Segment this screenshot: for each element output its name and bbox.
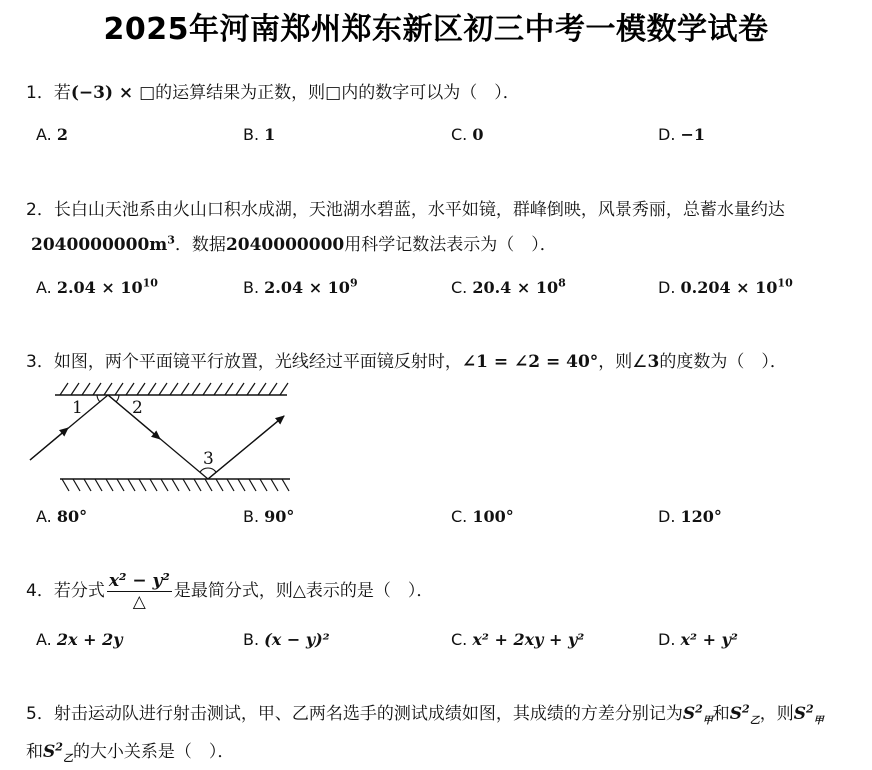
mirror-figure bbox=[22, 378, 297, 498]
option-c[interactable]: C. x² + 2xy + y² bbox=[451, 630, 585, 649]
hatch-mark bbox=[205, 479, 212, 491]
angle-2-arc bbox=[116, 395, 119, 402]
hatch-mark bbox=[172, 479, 179, 491]
hatch-mark bbox=[260, 479, 267, 491]
question-text: 的度数为（ ）． bbox=[659, 352, 787, 372]
hatch-mark bbox=[227, 479, 234, 491]
question-text: 用科学记数法表示为（ ）． bbox=[344, 235, 557, 255]
angle-label-3: 3 bbox=[203, 449, 214, 469]
angle-label-1: 1 bbox=[72, 398, 83, 418]
hatch-mark bbox=[258, 383, 266, 395]
hatch-mark bbox=[161, 479, 168, 491]
top-mirror-hatching bbox=[60, 383, 288, 395]
math-expression: $2040000000m^3$ bbox=[31, 233, 175, 255]
hatch-mark bbox=[238, 479, 245, 491]
hatch-mark bbox=[216, 479, 223, 491]
question-5-line-2: 和$S^2_乙$的大小关系是（ ）． bbox=[26, 740, 235, 765]
hatch-mark bbox=[117, 479, 124, 491]
hatch-mark bbox=[139, 479, 146, 491]
angle-1-arc bbox=[97, 395, 100, 402]
hatch-mark bbox=[62, 479, 69, 491]
variance-jia: $S^2_甲$ bbox=[682, 702, 713, 727]
question-text: 射击运动队进行射击测试，甲、乙两名选手的测试成绩如图，其成绩的方差分别记为 bbox=[53, 704, 683, 724]
hatch-mark bbox=[150, 479, 157, 491]
option-b[interactable]: B. $2.04 \times 10^9$ bbox=[243, 276, 358, 297]
hatch-mark bbox=[282, 479, 289, 491]
hatch-mark bbox=[236, 383, 244, 395]
hatch-mark bbox=[192, 383, 200, 395]
hatch-mark bbox=[104, 383, 112, 395]
variance-yi: $S^2_乙$ bbox=[729, 702, 760, 727]
question-text: 若 bbox=[53, 83, 71, 103]
hatch-mark bbox=[93, 383, 101, 395]
question-1 bbox=[26, 81, 520, 105]
hatch-mark bbox=[159, 383, 167, 395]
hatch-mark bbox=[128, 479, 135, 491]
option-d[interactable]: D. 120° bbox=[658, 507, 722, 526]
hatch-mark bbox=[60, 383, 68, 395]
option-c[interactable]: C. 0 bbox=[451, 125, 484, 144]
fraction-denominator: △ bbox=[132, 591, 146, 612]
hatch-mark bbox=[126, 383, 134, 395]
hatch-mark bbox=[170, 383, 178, 395]
math-expression: ∠1 = ∠2 = 40° bbox=[461, 352, 599, 372]
option-d[interactable]: D. −1 bbox=[658, 125, 706, 144]
hatch-mark bbox=[203, 383, 211, 395]
question-number: 1． bbox=[26, 83, 54, 103]
option-b[interactable]: B. (x − y)² bbox=[243, 630, 330, 649]
hatch-mark bbox=[115, 383, 123, 395]
hatch-mark bbox=[148, 383, 156, 395]
question-number: 4． bbox=[26, 581, 54, 601]
fraction bbox=[107, 571, 172, 612]
question-number: 3． bbox=[26, 352, 54, 372]
hatch-mark bbox=[82, 383, 90, 395]
math-expression: (−3) × bbox=[70, 83, 140, 103]
hatch-mark bbox=[225, 383, 233, 395]
hatch-mark bbox=[280, 383, 288, 395]
question-3 bbox=[26, 350, 787, 374]
ray-arrow bbox=[30, 428, 68, 460]
fraction-numerator: x² − y² bbox=[108, 570, 170, 591]
question-number: 2． bbox=[26, 200, 54, 220]
question-text: 的大小关系是（ ）． bbox=[72, 742, 235, 762]
question-text: ，则∠ bbox=[598, 352, 648, 372]
option-a[interactable]: A. 2 bbox=[36, 125, 68, 144]
question-5: 5．射击运动队进行射击测试，甲、乙两名选手的测试成绩如图，其成绩的方差分别记为$S^2_甲$和$S^2_乙$，则$S^2_甲$ bbox=[26, 702, 824, 727]
hatch-mark bbox=[71, 383, 79, 395]
hatch-mark bbox=[137, 383, 145, 395]
variance-jia: $S^2_甲$ bbox=[793, 702, 824, 727]
question-2 bbox=[26, 198, 785, 222]
option-d[interactable]: D. x² + y² bbox=[658, 630, 738, 649]
question-text: 长白山天池系由火山口积水成湖，天池湖水碧蓝，水平如镜，群峰倒映，风景秀丽，总蓄水量约达 bbox=[53, 200, 785, 220]
hatch-mark bbox=[249, 479, 256, 491]
option-b[interactable]: B. 1 bbox=[243, 125, 276, 144]
hatch-mark bbox=[194, 479, 201, 491]
variance-yi: $S^2_乙$ bbox=[43, 740, 73, 765]
question-text: ．数据 bbox=[174, 235, 226, 255]
option-c[interactable]: C. 100° bbox=[451, 507, 514, 526]
hatch-mark bbox=[84, 479, 91, 491]
hatch-mark bbox=[247, 383, 255, 395]
page-title: 2025年河南郑州郑东新区初三中考一模数学试卷 bbox=[103, 12, 769, 47]
question-text: 若分式 bbox=[53, 581, 105, 601]
hatch-mark bbox=[181, 383, 189, 395]
option-a[interactable]: A. 2x + 2y bbox=[36, 630, 123, 649]
hatch-mark bbox=[214, 383, 222, 395]
option-d[interactable]: D. $0.204 \times 10^{10}$ bbox=[658, 276, 793, 297]
hatch-mark bbox=[95, 479, 102, 491]
option-b[interactable]: B. 90° bbox=[243, 507, 295, 526]
option-c[interactable]: C. $20.4 \times 10^8$ bbox=[451, 276, 566, 297]
math-expression: 3 bbox=[647, 352, 660, 372]
question-text: □的运算结果为正数，则□内的数字可以为（ ）． bbox=[139, 83, 520, 103]
angle-label-2: 2 bbox=[132, 398, 143, 418]
question-number: 5． bbox=[26, 704, 54, 724]
math-expression: 2040000000 bbox=[225, 235, 345, 255]
question-4 bbox=[26, 569, 433, 613]
question-text: 是最简分式，则△表示的是（ ）． bbox=[173, 581, 434, 601]
ray-arrow bbox=[208, 416, 284, 479]
option-a[interactable]: A. $2.04 \times 10^{10}$ bbox=[36, 276, 158, 297]
hatch-mark bbox=[271, 479, 278, 491]
hatch-mark bbox=[73, 479, 80, 491]
hatch-mark bbox=[269, 383, 277, 395]
bottom-mirror-hatching bbox=[62, 479, 289, 491]
question-text: 如图，两个平面镜平行放置，光线经过平面镜反射时， bbox=[53, 352, 462, 372]
option-a[interactable]: A. 80° bbox=[36, 507, 88, 526]
hatch-mark bbox=[106, 479, 113, 491]
question-2-line-2 bbox=[31, 233, 557, 257]
hatch-mark bbox=[183, 479, 190, 491]
